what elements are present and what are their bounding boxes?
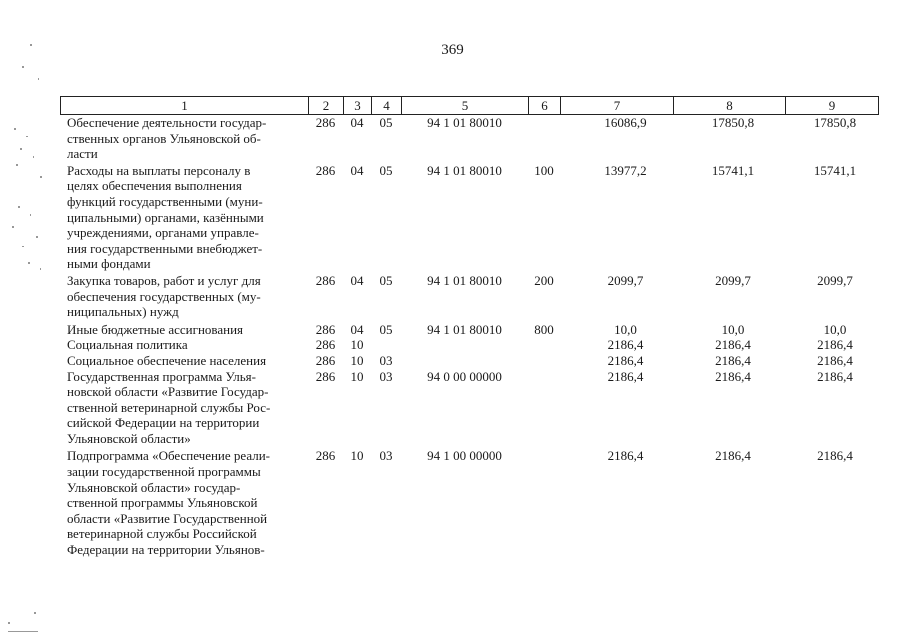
amount-col-7: 13977,2 [604, 162, 647, 178]
expense-type-code [528, 369, 560, 447]
column-header-2: 2 [309, 97, 344, 114]
ministry-code: 286 [315, 162, 336, 178]
column-header-3: 3 [344, 97, 372, 114]
target-article-code: 94 1 00 00000 [427, 448, 502, 464]
amount-col-8: 15741,1 [711, 162, 755, 178]
row-name: Закупка товаров, работ и услуг для обеспечения государственных (му- ниципальных) нужд [67, 272, 261, 320]
target-article-code [401, 353, 528, 369]
section-code: 04 [350, 115, 364, 130]
amount-col-7: 10,0 [614, 321, 637, 337]
table-row [60, 163, 877, 272]
amount-col-8: 2186,4 [715, 352, 751, 368]
amount-col-7: 2099,7 [607, 272, 644, 288]
subsection-code [371, 337, 401, 353]
column-header-1: 1 [61, 97, 309, 114]
ministry-code: 286 [315, 352, 336, 368]
amount-col-8: 2186,4 [715, 448, 751, 464]
column-header-5: 5 [402, 97, 529, 114]
table-row [60, 337, 877, 353]
section-code: 10 [350, 368, 364, 384]
ministry-code: 286 [315, 321, 336, 337]
subsection-code: 03 [379, 448, 393, 464]
amount-col-9: 2186,4 [817, 337, 853, 353]
table-row [60, 353, 877, 369]
section-code: 04 [350, 272, 364, 288]
scan-margin-noise [0, 0, 55, 640]
expense-type-code: 200 [534, 272, 554, 288]
amount-col-8: 2186,4 [715, 368, 751, 384]
target-article-code [401, 337, 528, 353]
amount-col-7: 16086,9 [604, 115, 647, 130]
amount-col-8: 2099,7 [715, 272, 751, 288]
amount-col-9: 2186,4 [817, 352, 853, 368]
ministry-code: 286 [315, 272, 336, 288]
expense-type-code: 800 [534, 321, 554, 337]
target-article-code: 94 1 01 80010 [427, 272, 502, 288]
target-article-code: 94 1 01 80010 [427, 115, 502, 130]
subsection-code: 05 [379, 321, 393, 337]
subsection-code: 05 [379, 162, 393, 178]
table-header [60, 96, 879, 115]
target-article-code: 94 0 00 00000 [427, 368, 502, 384]
amount-col-7: 2186,4 [607, 337, 644, 353]
amount-col-9: 2186,4 [817, 368, 853, 384]
amount-col-9: 2099,7 [817, 272, 853, 288]
section-code: 10 [350, 337, 364, 353]
subsection-code: 03 [379, 352, 393, 368]
table-row [60, 273, 877, 320]
amount-col-7: 2186,4 [607, 352, 644, 368]
subsection-code: 03 [379, 368, 393, 384]
column-header-8: 8 [674, 97, 786, 114]
amount-col-8: 10,0 [721, 321, 745, 337]
amount-col-9: 15741,1 [813, 162, 857, 178]
ministry-code: 286 [315, 115, 336, 130]
expense-type-code [528, 115, 560, 162]
expense-type-code [528, 353, 560, 369]
scan-edge-line [8, 631, 38, 632]
amount-col-8: 2186,4 [715, 337, 751, 353]
row-name: Обеспечение деятельности государ- ственных органов Ульяновской об- ласти [67, 115, 267, 162]
row-name: Социальная политика [67, 337, 188, 353]
column-header-9: 9 [828, 98, 836, 113]
subsection-code: 05 [379, 115, 393, 130]
amount-col-9: 10,0 [823, 321, 847, 337]
row-name: Расходы на выплаты персоналу в целях обеспечения выполнения функций государственными (муни- ципальными) органами, казёнными учреждениями, органами управле- ния государственными внебюджет- ными фондами [67, 162, 264, 272]
column-header-4: 4 [372, 97, 402, 114]
table-row [60, 115, 877, 162]
amount-col-7: 2186,4 [607, 368, 644, 384]
section-code: 10 [350, 352, 364, 368]
target-article-code: 94 1 01 80010 [427, 162, 502, 178]
ministry-code: 286 [315, 337, 336, 353]
section-code: 10 [350, 448, 364, 464]
ministry-code: 286 [315, 368, 336, 384]
amount-col-7: 2186,4 [607, 448, 644, 464]
row-name: Подпрограмма «Обеспечение реали- зации государственной программы Ульяновской области» государ- ственной программы Ульяновской области «Развитие Государственной ветеринарной службы Российской Федерации на территории Ульянов- [67, 448, 270, 558]
budget-table-body [60, 115, 877, 558]
ministry-code: 286 [315, 448, 336, 464]
page-number: 369 [441, 42, 464, 58]
section-code: 04 [350, 321, 364, 337]
amount-col-9: 17850,8 [813, 115, 857, 130]
expense-type-code: 100 [534, 162, 554, 178]
expense-type-code [528, 448, 560, 557]
expense-type-code [528, 337, 560, 353]
subsection-code: 05 [379, 272, 393, 288]
table-row [60, 322, 877, 338]
table-row [60, 448, 877, 557]
row-name: Государственная программа Улья- новской области «Развитие Государ- ственной ветеринарной службы Рос- сийской Федерации на территории Ульяновской области» [67, 368, 271, 446]
column-header-7: 7 [561, 97, 674, 114]
amount-col-8: 17850,8 [711, 115, 755, 130]
section-code: 04 [350, 162, 364, 178]
target-article-code: 94 1 01 80010 [427, 321, 502, 337]
column-header-6: 6 [529, 97, 561, 114]
row-name: Иные бюджетные ассигнования [67, 321, 244, 337]
table-row [60, 369, 877, 447]
row-name: Социальное обеспечение населения [67, 352, 267, 368]
amount-col-9: 2186,4 [817, 448, 853, 464]
